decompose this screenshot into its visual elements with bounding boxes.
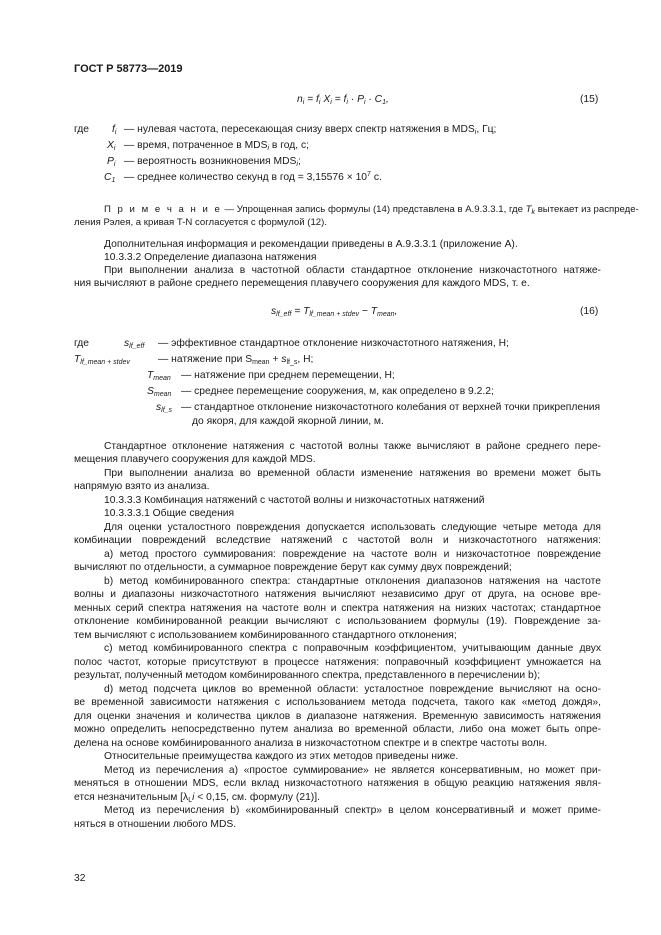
body-line: меняться в отношении MDS, если вклад низкочастотного натяжения в общую реакцию натяжения явля-: [74, 778, 601, 789]
note-line-2: ления Рэлея, а кривая T-N согласуется с формулой (12).: [74, 217, 327, 228]
body-line: делена на основе комбинированного анализа в низкочастотном спектре и в спектре частоты волн.: [74, 738, 548, 749]
note-line-1: П р и м е ч а н и е — Упрощенная запись формулы (14) представлена в А.9.3.3.1, где $T_k$ вытекает из распреде-: [104, 204, 639, 216]
page-number: 32: [74, 873, 86, 884]
formula-15-number: (15): [580, 94, 599, 105]
symbol-s-eff: $s_{lf\_eff}$: [124, 338, 145, 350]
body-line: тем вычисляют с использованием комбинированного стандартного отклонения;: [74, 630, 457, 641]
symbol-f: $f_i$: [112, 124, 117, 136]
paragraph-info: Дополнительная информация и рекомендации приведены в А.9.3.3.1 (приложение А).: [104, 239, 518, 250]
symbol-c1: $C_1$: [104, 172, 116, 184]
body-line: напрямую взято из анализа.: [74, 481, 210, 492]
section-10-3-3-3: 10.3.3.3 Комбинация натяжений с частотой волны и низкочастотных натяжений: [104, 495, 485, 506]
symbol-s-lfs: $s_{lf\_s}$: [156, 402, 173, 414]
formula-15: $n_i = f_i$ $X_i = f_i \cdot P_i \cdot C_1$,: [297, 94, 389, 106]
paragraph-lowfreq-2: ния вычисляют в районе среднего перемещения плавучего сооружения для каждого MDS, т. е.: [74, 278, 530, 289]
symbol-p: $P_i$: [107, 156, 116, 168]
body-line: Для оценки усталостного повреждения допускается использовать следующие четыре метода для: [104, 522, 601, 533]
symbol-s-mean: $S_{mean}$: [147, 386, 172, 398]
symbol-t-mean-stdev: $T_{lf\_mean + stdev}$: [74, 354, 130, 366]
standard-header: ГОСТ Р 58773—2019: [74, 63, 183, 75]
def-x: — время, потраченное в $MDS_i$ в год, с;: [124, 140, 309, 152]
body-line: Метод из перечисления b) «комбинированный спектр» в целом консервативный и может приме-: [104, 805, 601, 816]
formula-16: $s_{lf\_eff} = T_{lf\_mean + stdev} - T_{mean}$,: [271, 306, 398, 318]
def-t-mean: — натяжение при среднем перемещении, Н;: [181, 370, 395, 381]
body-line: ве временной зависимости натяжения с использованием метода подсчета, такого как «метод дождя»,: [74, 697, 601, 708]
body-line: менных серий спектра натяжения на частоте волн и спектра натяжения на низких частотах; стандартное: [74, 603, 601, 614]
paragraph-lowfreq-1: При выполнении анализа в частотной области стандартное отклонение низкочастотного натяже-: [104, 265, 601, 276]
def-p: — вероятность возникновения $MDS_i$;: [124, 156, 301, 168]
list-item-c: с) метод комбинированного спектра с поправочным коэффициентом, учитывающим данные двух: [104, 643, 601, 654]
def-s-lfs-1: — стандартное отклонение низкочастотного колебания от верхней точки прикрепления: [181, 402, 601, 413]
symbol-t-mean: $T_{mean}$: [147, 370, 171, 382]
formula-16-number: (16): [580, 306, 599, 317]
def-t-mean-stdev: — натяжение при $S_{mean} + s_{lf\_s}$, Н;: [158, 354, 314, 366]
body-line: полос частот, которые присутствуют в процессе натяжения: поправочный коэффициент умножается на: [74, 657, 601, 668]
section-10-3-3-2: 10.3.3.2 Определение диапазона натяжения: [104, 252, 317, 263]
body-line: мещения плавучего сооружения для каждой MDS.: [74, 454, 316, 465]
list-item-d: d) метод подсчета циклов во временной области: усталостное повреждение вычисляют на осно-: [104, 684, 601, 695]
def-c1: — среднее количество секунд в год = $3,15576 \times 10^7$ c.: [124, 171, 382, 183]
body-line: комбинации повреждений вследствие натяжений с частотой волн и низкочастотного натяжения:: [74, 535, 601, 546]
body-line: няться в отношении любого MDS.: [74, 819, 237, 830]
body-line: вычисляют по отдельности, а суммарное повреждение берут как сумму двух повреждений;: [74, 562, 512, 573]
def-f: — нулевая частота, пересекающая снизу вверх спектр натяжения в $MDS_i$, Гц;: [124, 124, 497, 136]
body-line: отклонение комбинированной реакции вычисляют с использованием формулы (19). Повреждение за-: [74, 616, 601, 627]
body-line: для оценки значения и количества циклов в диапазоне натяжения. Временную зависимость натяжения: [74, 711, 601, 722]
body-line: Относительные преимущества каждого из этих методов приведены ниже.: [104, 751, 459, 762]
symbol-x: $X_i$: [107, 140, 116, 152]
section-10-3-3-3-1: 10.3.3.3.1 Общие сведения: [104, 508, 235, 519]
list-item-b: b) метод комбинированного спектра: стандартные отклонения диапазонов натяжения на частоте: [104, 576, 601, 587]
body-line: При выполнении анализа во временной области изменение натяжения во времени может быть: [104, 468, 601, 479]
body-line: Метод из перечисления а) «простое суммирование» не является консервативным, но может при-: [104, 765, 601, 776]
where-label-16: где: [74, 338, 90, 349]
body-line: волны и диапазоны низкочастотного натяжения вычисляют независимо друг от друга, на основе вре-: [74, 589, 601, 600]
body-line: ется незначительным [$\lambda_Li < 0,15$, см. формулу (21)].: [74, 792, 320, 804]
body-line: можно определить непосредственно путем анализа во временной области, либо она может быть опре-: [74, 724, 601, 735]
body-line: Стандартное отклонение натяжения с частотой волны также вычисляют в районе среднего пере-: [104, 441, 601, 452]
def-s-mean: — среднее перемещение сооружения, м, как определено в 9.2.2;: [181, 386, 494, 397]
def-s-lfs-2: до якоря, для каждой якорной линии, м.: [192, 416, 384, 427]
def-s-eff: — эффективное стандартное отклонение низкочастотного натяжения, Н;: [158, 338, 509, 349]
list-item-a: а) метод простого суммирования: повреждение на частоте волн и низкочастотное повреждение: [104, 549, 601, 560]
body-line: результат, полученный методом комбинированного спектра, представленного в перечислении b);: [74, 670, 541, 681]
where-label: где: [74, 124, 90, 135]
